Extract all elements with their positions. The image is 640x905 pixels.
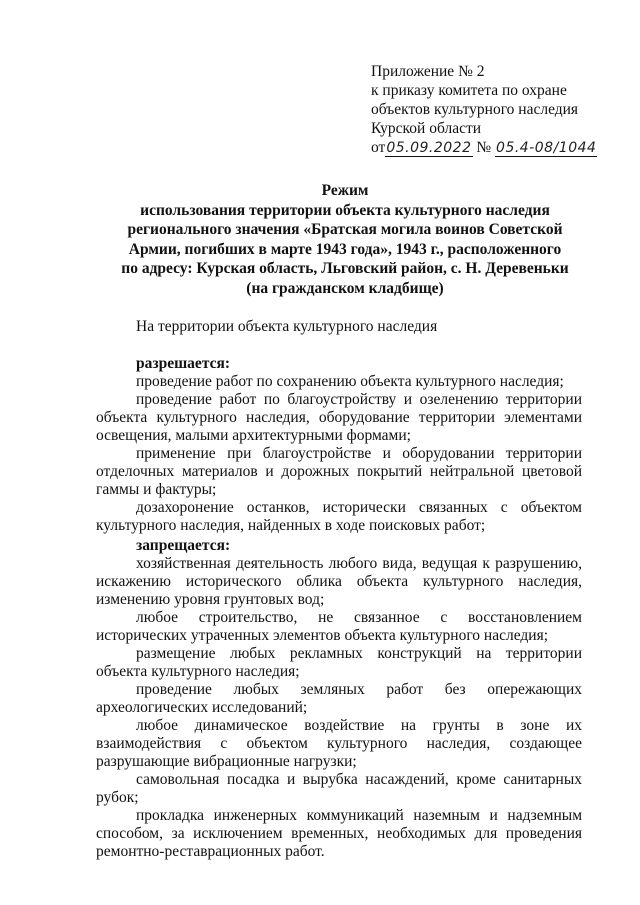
forbidden-item: любое строительство, не связанное с восстановлением исторических утраченных элементов объекта культурного наследия;: [96, 609, 582, 644]
title-line-4: по адресу: Курская область, Льговский район, с. Н. Деревеньки: [121, 260, 569, 277]
title-line-1: использования территории объекта культурного наследия: [140, 201, 550, 219]
forbidden-item: самовольная посадка и вырубка насаждений, кроме санитарных рубок;: [96, 771, 582, 806]
forbidden-label: запрещается:: [136, 537, 231, 554]
forbidden-item: любое динамическое воздействие на грунты в зоне их взаимодействия с объектом культурного наследия, создающее разрушающие вибрационные нагрузки;: [96, 717, 582, 770]
appendix-number: Приложение № 2: [371, 63, 485, 80]
title-heading: Режим: [321, 182, 369, 199]
order-date: 05.09.2022: [386, 140, 472, 156]
title-line-5: (на гражданском кладбище): [246, 279, 444, 297]
allowed-label: разрешается:: [136, 355, 231, 372]
forbidden-item: размещение любых рекламных конструкций на территории объекта культурного наследия;: [96, 645, 582, 680]
appendix-committee: объектов культурного наследия: [371, 101, 579, 118]
allowed-item: проведение работ по сохранению объекта культурного наследия;: [136, 373, 564, 390]
order-number-sign: №: [476, 139, 492, 156]
document-title: [110, 181, 580, 298]
allowed-item: применение при благоустройстве и оборудовании территории отделочных материалов и дорожных покрытий нейтральной цветовой гаммы и фактуры;: [96, 445, 582, 498]
title-line-2: регионального значения «Братская могила воинов Советской: [127, 221, 563, 238]
appendix-order-ref: к приказу комитета по охране: [371, 82, 567, 99]
forbidden-item: проведение любых земляных работ без опережающих археологических исследований;: [96, 681, 582, 716]
forbidden-item: хозяйственная деятельность любого вида, ведущая к разрушению, искажению исторического облика объекта культурного наследия, изменению уровня грунтовых вод;: [96, 555, 582, 608]
forbidden-item: прокладка инженерных коммуникаций наземным и надземным способом, за исключением временных, необходимых для проведения ремонтно-реставрационных работ.: [96, 807, 582, 860]
title-line-3: Армии, погибших в марте 1943 года», 1943 г., расположенного: [128, 240, 562, 258]
allowed-item: проведение работ по благоустройству и озеленению территории объекта культурного наследия, оборудование территории элементами освещения, малыми архитектурными формами;: [96, 391, 582, 444]
appendix-order-line: [371, 138, 631, 158]
regime-body: [96, 355, 582, 861]
appendix-block: [371, 62, 631, 158]
order-prefix: от: [371, 139, 386, 156]
allowed-item: дозахоронение останков, исторически связанных с объектом культурного наследия, найденных в ходе поисковых работ;: [96, 499, 582, 534]
order-number: 05.4-08/1044: [496, 140, 597, 156]
intro-text: На территории объекта культурного наследия: [136, 318, 438, 335]
appendix-region: Курской области: [371, 120, 482, 137]
